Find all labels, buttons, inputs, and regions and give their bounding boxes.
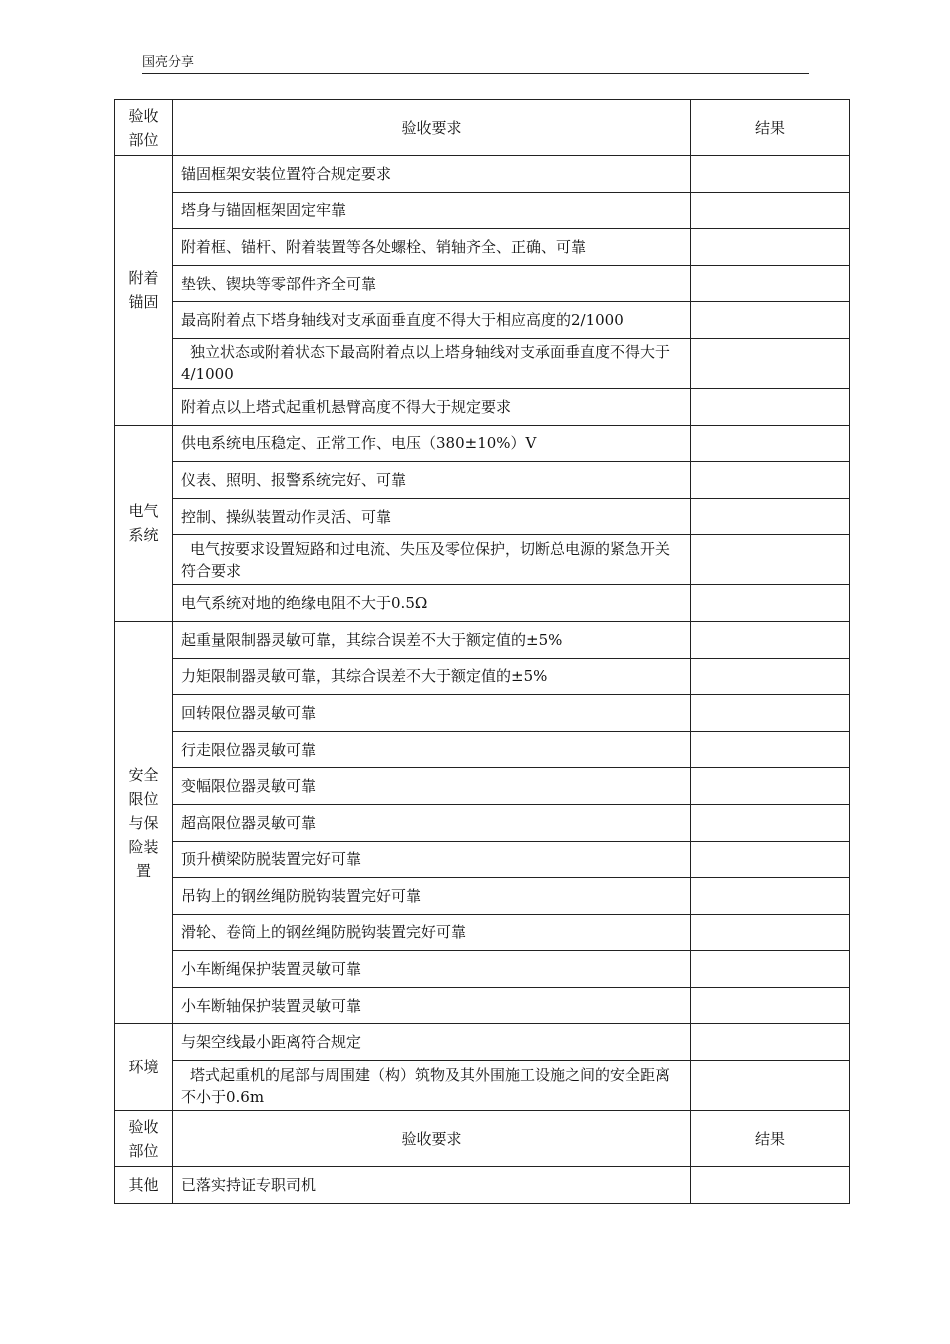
requirement-cell: 变幅限位器灵敏可靠	[173, 768, 691, 805]
header-row	[115, 100, 850, 156]
col-section-header: 验收部位	[115, 100, 173, 156]
requirement-cell: 控制、操纵装置动作灵活、可靠	[173, 498, 691, 535]
table-row	[115, 951, 850, 988]
result-cell[interactable]	[691, 388, 850, 425]
result-cell[interactable]	[691, 731, 850, 768]
result-cell[interactable]	[691, 338, 850, 388]
requirement-cell: 已落实持证专职司机	[173, 1167, 691, 1204]
table-row	[115, 1167, 850, 1204]
requirement-cell: 垫铁、锲块等零部件齐全可靠	[173, 265, 691, 302]
requirement-cell: 吊钩上的钢丝绳防脱钩装置完好可靠	[173, 878, 691, 915]
result-cell[interactable]	[691, 585, 850, 622]
table-row	[115, 462, 850, 499]
table-row	[115, 695, 850, 732]
table-row	[115, 987, 850, 1024]
table-row	[115, 265, 850, 302]
result-cell[interactable]	[691, 462, 850, 499]
table-row	[115, 1024, 850, 1061]
col-section-header: 验收部位	[115, 1111, 173, 1167]
result-cell[interactable]	[691, 951, 850, 988]
requirement-cell: 锚固框架安装位置符合规定要求	[173, 156, 691, 193]
table-row	[115, 156, 850, 193]
requirement-cell: 塔式起重机的尾部与周围建（构）筑物及其外围施工设施之间的安全距离不小于0.6m	[173, 1061, 691, 1111]
requirement-cell: 独立状态或附着状态下最高附着点以上塔身轴线对支承面垂直度不得大于4/1000	[173, 338, 691, 388]
result-cell[interactable]	[691, 658, 850, 695]
result-cell[interactable]	[691, 914, 850, 951]
table-row	[115, 878, 850, 915]
requirement-cell: 电气按要求设置短路和过电流、失压及零位保护，切断总电源的紧急开关符合要求	[173, 535, 691, 585]
result-cell[interactable]	[691, 265, 850, 302]
table-row	[115, 621, 850, 658]
result-cell[interactable]	[691, 1024, 850, 1061]
table-row	[115, 731, 850, 768]
requirement-cell: 供电系统电压稳定、正常工作、电压（380±10%）V	[173, 425, 691, 462]
result-cell[interactable]	[691, 425, 850, 462]
requirement-cell: 起重量限制器灵敏可靠，其综合误差不大于额定值的±5%	[173, 621, 691, 658]
result-cell[interactable]	[691, 695, 850, 732]
result-cell[interactable]	[691, 192, 850, 229]
table-row	[115, 425, 850, 462]
table-row	[115, 914, 850, 951]
result-cell[interactable]	[691, 768, 850, 805]
requirement-cell: 附着点以上塔式起重机悬臂高度不得大于规定要求	[173, 388, 691, 425]
acceptance-table	[114, 99, 850, 1204]
requirement-cell: 最高附着点下塔身轴线对支承面垂直度不得大于相应高度的2/1000	[173, 302, 691, 339]
col-requirement-header: 验收要求	[173, 100, 691, 156]
table-row	[115, 498, 850, 535]
requirement-cell: 顶升横梁防脱装置完好可靠	[173, 841, 691, 878]
requirement-cell: 超高限位器灵敏可靠	[173, 804, 691, 841]
table-row	[115, 229, 850, 266]
section-label: 附着锚固	[115, 156, 173, 426]
requirement-cell: 小车断绳保护装置灵敏可靠	[173, 951, 691, 988]
requirement-cell: 行走限位器灵敏可靠	[173, 731, 691, 768]
result-cell[interactable]	[691, 535, 850, 585]
page-header: 国亮分享	[142, 55, 809, 74]
table-row	[115, 192, 850, 229]
requirement-cell: 力矩限制器灵敏可靠，其综合误差不大于额定值的±5%	[173, 658, 691, 695]
section-label: 其他	[115, 1167, 173, 1204]
requirement-cell: 滑轮、卷筒上的钢丝绳防脱钩装置完好可靠	[173, 914, 691, 951]
col-result-header: 结果	[691, 1111, 850, 1167]
table-row	[115, 804, 850, 841]
col-requirement-header: 验收要求	[173, 1111, 691, 1167]
requirement-cell: 塔身与锚固框架固定牢靠	[173, 192, 691, 229]
result-cell[interactable]	[691, 621, 850, 658]
header-row	[115, 1111, 850, 1167]
table-row	[115, 388, 850, 425]
result-cell[interactable]	[691, 878, 850, 915]
requirement-cell: 电气系统对地的绝缘电阻不大于0.5Ω	[173, 585, 691, 622]
table-row	[115, 302, 850, 339]
table-row	[115, 658, 850, 695]
section-label: 环境	[115, 1024, 173, 1111]
table-row	[115, 1061, 850, 1111]
result-cell[interactable]	[691, 229, 850, 266]
table-row	[115, 338, 850, 388]
result-cell[interactable]	[691, 498, 850, 535]
requirement-cell: 小车断轴保护装置灵敏可靠	[173, 987, 691, 1024]
result-cell[interactable]	[691, 1167, 850, 1204]
table-row	[115, 585, 850, 622]
result-cell[interactable]	[691, 804, 850, 841]
result-cell[interactable]	[691, 1061, 850, 1111]
col-result-header: 结果	[691, 100, 850, 156]
table-row	[115, 535, 850, 585]
requirement-cell: 与架空线最小距离符合规定	[173, 1024, 691, 1061]
section-label: 安全限位与保险装置	[115, 621, 173, 1024]
requirement-cell: 回转限位器灵敏可靠	[173, 695, 691, 732]
table-row	[115, 841, 850, 878]
result-cell[interactable]	[691, 156, 850, 193]
requirement-cell: 仪表、照明、报警系统完好、可靠	[173, 462, 691, 499]
result-cell[interactable]	[691, 841, 850, 878]
section-label: 电气系统	[115, 425, 173, 621]
table-row	[115, 768, 850, 805]
result-cell[interactable]	[691, 987, 850, 1024]
result-cell[interactable]	[691, 302, 850, 339]
requirement-cell: 附着框、锚杆、附着装置等各处螺栓、销轴齐全、正确、可靠	[173, 229, 691, 266]
